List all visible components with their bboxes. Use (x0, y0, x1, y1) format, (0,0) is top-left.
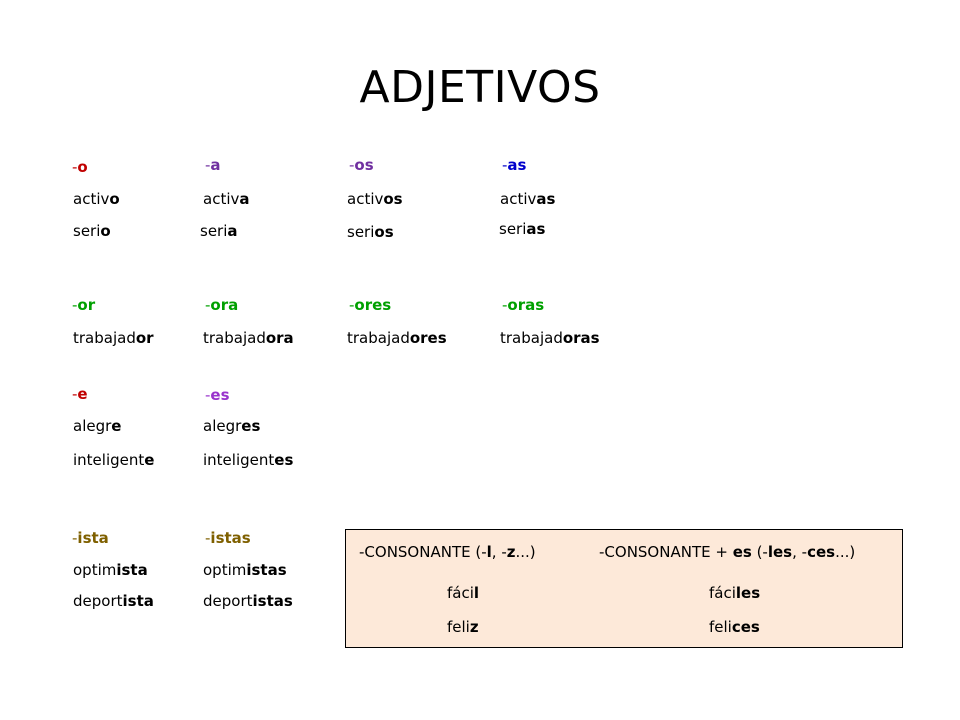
word-inteligente: inteligente (73, 451, 155, 469)
word-activas: activas (500, 190, 556, 208)
suffix-header-o: -o (72, 158, 88, 176)
word-serios: serios (347, 223, 394, 241)
suffix-header-e: -e (72, 385, 88, 403)
suffix-header-os: -os (349, 156, 374, 174)
suffix-header-ora: -ora (205, 296, 239, 314)
suffix-header-as: -as (502, 156, 527, 174)
word-feliz: feliz (447, 618, 479, 636)
word-facil: fácil (447, 584, 480, 602)
consonant-header-singular: -CONSONANTE (-l, -z...) (359, 543, 536, 561)
word-trabajador: trabajador (73, 329, 154, 347)
suffix-header-ista: -ista (72, 529, 109, 547)
consonant-header-plural: -CONSONANTE + es (-les, -ces...) (599, 543, 856, 561)
suffix-header-istas: -istas (205, 529, 251, 547)
page-title: ADJETIVOS (359, 62, 601, 113)
word-serias: serias (499, 220, 546, 238)
word-optimistas: optimistas (203, 561, 287, 579)
word-seria: seria (200, 222, 238, 240)
word-trabajadoras: trabajadoras (500, 329, 600, 347)
word-inteligentes: inteligentes (203, 451, 294, 469)
word-faciles: fáciles (709, 584, 761, 602)
word-alegre: alegre (73, 417, 122, 435)
suffix-header-or: -or (72, 296, 96, 314)
word-activo: activo (73, 190, 120, 208)
consonant-box (345, 529, 903, 648)
suffix-header-ores: -ores (349, 296, 392, 314)
word-activa: activa (203, 190, 250, 208)
word-felices: felices (709, 618, 760, 636)
suffix-header-oras: -oras (502, 296, 545, 314)
word-activos: activos (347, 190, 403, 208)
suffix-header-a: -a (205, 156, 221, 174)
word-trabajadora: trabajadora (203, 329, 294, 347)
word-serio: serio (73, 222, 111, 240)
word-alegres: alegres (203, 417, 261, 435)
word-trabajadores: trabajadores (347, 329, 447, 347)
suffix-header-es: -es (205, 386, 230, 404)
word-deportista: deportista (73, 592, 154, 610)
word-deportistas: deportistas (203, 592, 293, 610)
word-optimista: optimista (73, 561, 148, 579)
